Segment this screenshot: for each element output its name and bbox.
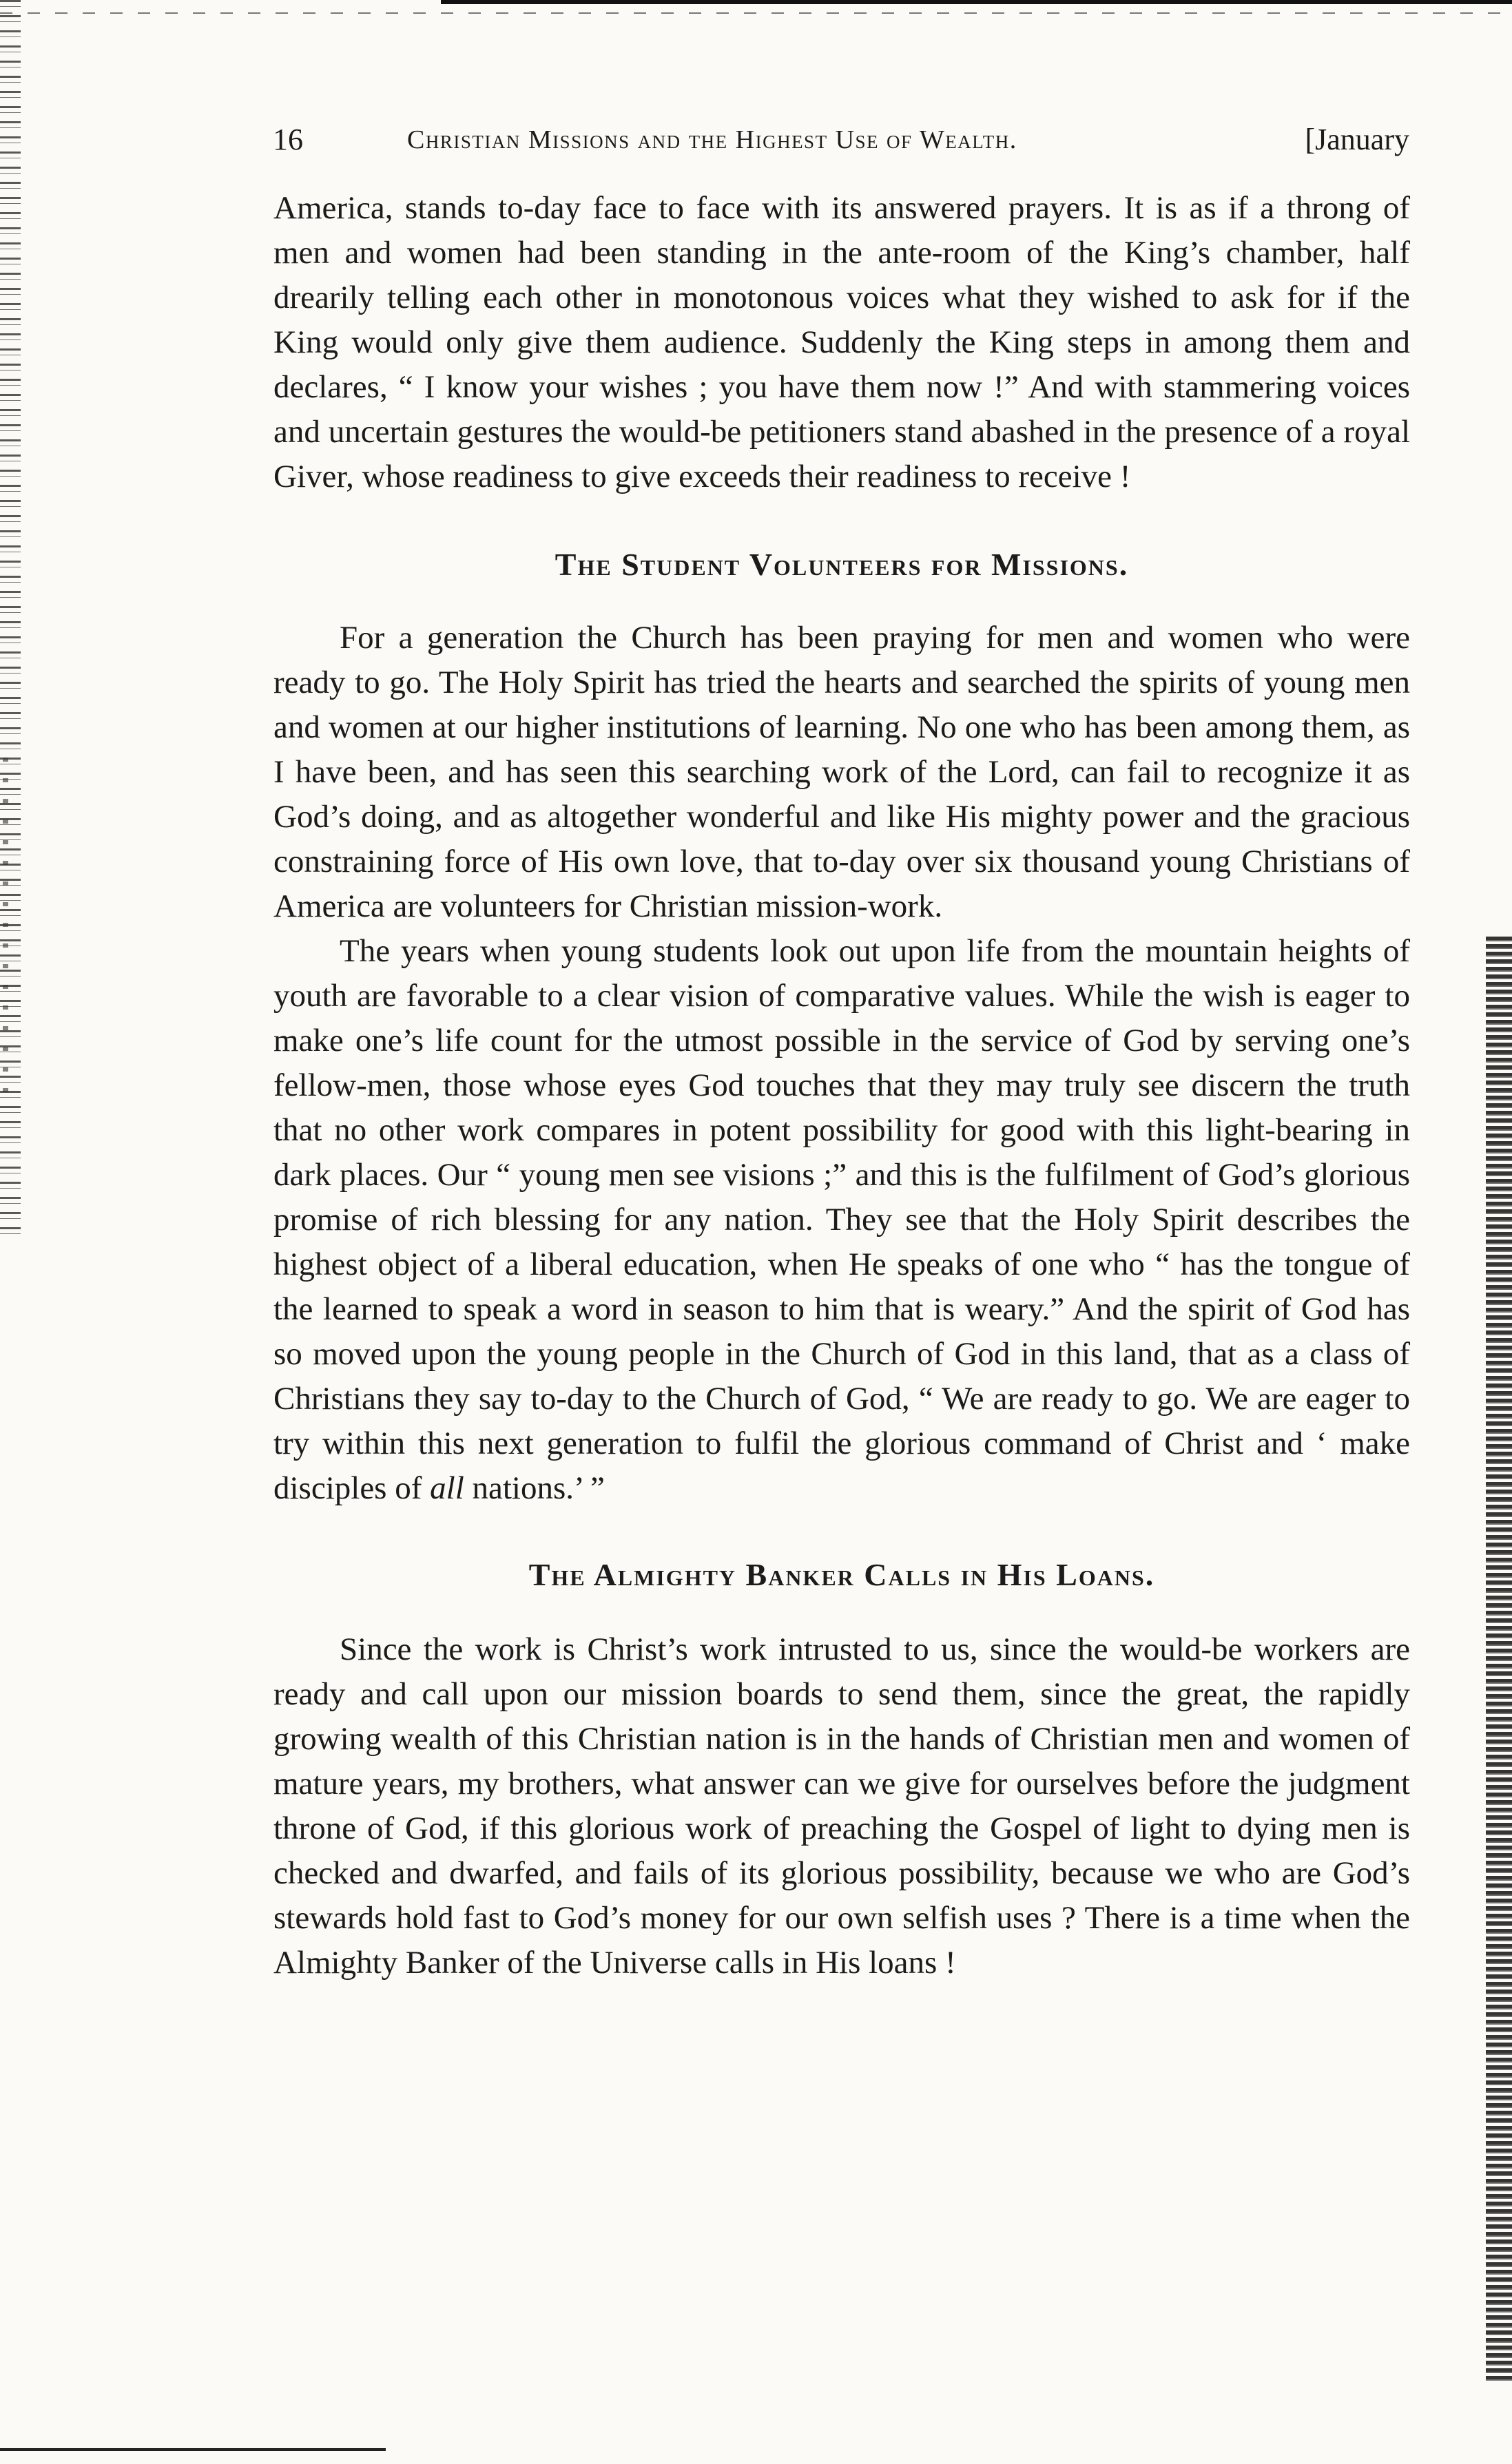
page-body bbox=[273, 186, 1410, 1985]
paragraph-young-students-end: nations.’ ” bbox=[464, 1470, 605, 1506]
running-head bbox=[273, 116, 1409, 164]
paragraph-christs-work: Since the work is Christ’s work intrusted to us, since the would-be workers are ready and call upon our mission boards to send them, since the great, the rapidly growing wealth of this Christian nation is in the hands of Christian men and women of mature years, my brothers, what answer can we give for ourselves before the judgment throne of God, if this glorious work of preaching the Gospel of light to dying men is checked and dwarfed, and fails of its glorious possibility, because we who are God’s stewards hold fast to God’s money for our own selfish uses ? There is a time when the Almighty Banker of the Universe calls in His loans ! bbox=[273, 1631, 1410, 1981]
paragraph-answered-prayers: America, stands to-day face to face with its answered prayers. It is as if a throng of men and women had been standing in the ante-room of the King’s chamber, half drearily telling each other in monotonous voices what they wished to ask for if the King would only give them audience. Suddenly the King steps in among them and declares, “ I know your wishes ; you have them now !” And with stammering voices and uncertain gestures the would-be petitioners stand abashed in the presence of a royal Giver, whose readiness to give exceeds their readiness to receive ! bbox=[273, 190, 1410, 494]
section-heading-student-volunteers: The Student Volunteers for Missions. bbox=[555, 547, 1129, 582]
paragraph-young-students-text: The years when young students look out upon life from the mountain heights of youth are favorable to a clear vision of comparative values. While the wish is eager to make one’s life count for the utmost possible in the service of God by serving one’s fellow-men, those whose eyes God touches that they may truly see discern the truth that no other work compares in potent possibility for good with this light-bearing in dark places. Our “ young men see visions ;” and this is the fulfilment of God’s glorious promise of rich blessing for any nation. They see that the Holy Spirit describes the highest object of a liberal education, when He speaks of one who “ has the tongue of the learned to speak a word in season to him that is weary.” And the spirit of God has so moved upon the young people in the Church of God in this land, that as a class of Christians they say to-day to the Church of God, “ We are ready to go. We are eager to try within this next generation to fulfil the glorious command of Christ and ‘ make disciples of bbox=[273, 933, 1410, 1506]
scan-edge-left-marks bbox=[3, 758, 8, 1102]
emphasis-all: all bbox=[430, 1470, 464, 1506]
scan-edge-top-dashes bbox=[0, 12, 1512, 14]
scan-edge-right bbox=[1486, 937, 1512, 2383]
paragraph-young-students bbox=[273, 929, 1410, 1511]
page-number: 16 bbox=[273, 123, 303, 156]
scan-edge-bottom bbox=[0, 2448, 386, 2451]
running-month: [January bbox=[1305, 123, 1409, 156]
running-title: Christian Missions and the Highest Use of Wealth. bbox=[407, 125, 1017, 154]
scan-edge-top bbox=[441, 0, 1512, 7]
section-heading-almighty-banker: The Almighty Banker Calls in His Loans. bbox=[528, 1557, 1155, 1592]
paragraph-church-praying: For a generation the Church has been praying for men and women who were ready to go. The Holy Spirit has tried the hearts and searched the spirits of young men and women at our higher institutions of learning. No one who has been among them, as I have been, and has seen this searching work of the Lord, can fail to recognize it as God’s doing, and as altogether wonderful and like His mighty power and the gracious constraining force of His own love, that to-day over six thousand young Christians of America are volunteers for Christian mission-work. bbox=[273, 620, 1410, 924]
